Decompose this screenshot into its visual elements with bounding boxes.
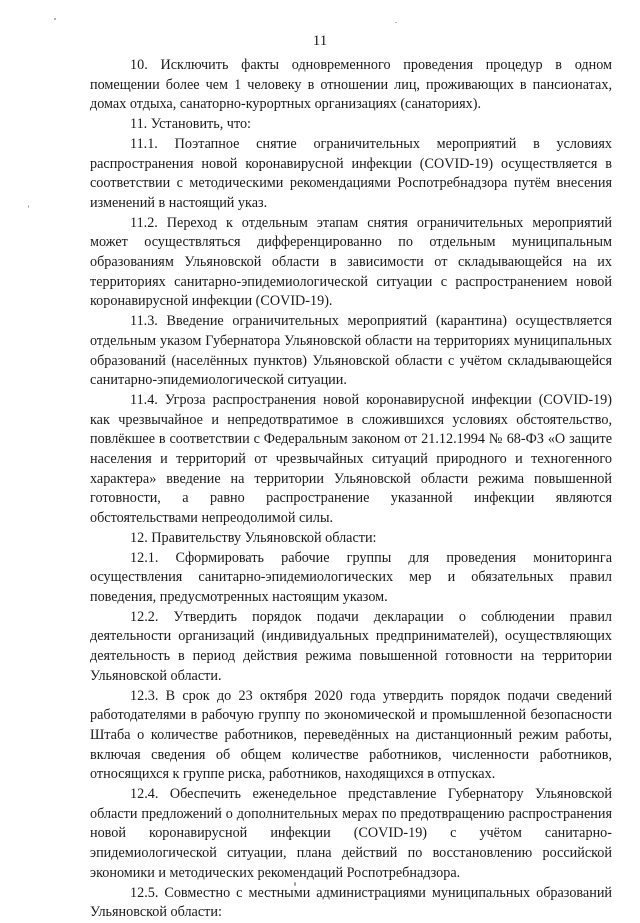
- paragraph-12-4: 12.4. Обеспечить еженедельное представление Губернатору Ульяновской области предложений о дополнительных мерах по предотвращению распространения новой коронавирусной инфекции (COVID-19) с учётом санитарно-эпидемиологической ситуации, плана действий по восстановлению российской экономики и методических рекомендаций Роспотребнадзора.: [90, 786, 612, 881]
- scan-speck: [28, 205, 29, 208]
- paragraph-11-2: 11.2. Переход к отдельным этапам снятия ограничительных мероприятий может осуществляться дифференцированно по отдельным муниципальным образованиям Ульяновской области в зависимости от складывающейся на их территориях санитарно-эпидемиологической ситуации с распространением новой коронавирусной инфекции (COVID-19).: [90, 214, 612, 310]
- paragraph-11-4: 11.4. Угроза распространения новой коронавирусной инфекции (COVID-19) как чрезвычайное и непредотвратимое в сложившихся условиях обстоятельство, повлёкшее в соответствии с Федеральным законом от 21.12.1994 № 68-ФЗ «О защите населения и территорий от чрезвычайных ситуаций природного и техногенного характера» введение на территории Ульяновской области режима повышенной готовности, а равно распространение указанной инфекции являются обстоятельствами непреодолимой силы.: [90, 391, 612, 527]
- document-body: [90, 56, 612, 923]
- paragraph-12-1: 12.1. Сформировать рабочие группы для проведения мониторинга осуществления санитарно-эпидемиологических мер и обязательных правил поведения, предусмотренных настоящим указом.: [90, 549, 612, 605]
- paragraph-12-3: 12.3. В срок до 23 октября 2020 года утвердить порядок подачи сведений работодателями в рабочую группу по экономической и промышленной безопасности Штаба о количестве работников, переведённых на дистанционный режим работы, включая сведения об общем количестве работников, численности работников, относящихся к группе риска, работников, находящихся в отпусках.: [90, 687, 612, 783]
- paragraph-11: 11. Установить, что:: [130, 116, 251, 133]
- paragraph-12-2: 12.2. Утвердить порядок подачи декларации о соблюдении правил деятельности организаций (индивидуальных предпринимателей), осуществляющих деятельность в период действия режима повышенной готовности на территории Ульяновской области.: [90, 608, 612, 684]
- paragraph-10: 10. Исключить факты одновременного проведения процедур в одном помещении более чем 1 человеку в отношении лиц, проживающих в пансионатах, домах отдыха, санаторно-курортных организациях (санаториях).: [90, 57, 612, 113]
- scan-speck: [395, 22, 397, 23]
- page-number: 11: [312, 33, 328, 49]
- scan-speck: [54, 18, 56, 20]
- paragraph-11-3: 11.3. Введение ограничительных мероприятий (карантина) осуществляется отдельным указом Губернатора Ульяновской области на территориях муниципальных образований (населённых пунктов) Ульяновской области с учётом складывающейся санитарно-эпидемиологической ситуации.: [90, 313, 612, 389]
- paragraph-12: 12. Правительству Ульяновской области:: [130, 529, 377, 546]
- paragraph-12-5: 12.5. Совместно с местными администрациями муниципальных образований Ульяновской области:: [90, 884, 612, 921]
- paragraph-11-1: 11.1. Поэтапное снятие ограничительных мероприятий в условиях распространения новой коронавирусной инфекции (COVID-19) осуществляется в соответствии с методическими рекомендациями Роспотребнадзора путём внесения изменений в настоящий указ.: [90, 135, 612, 211]
